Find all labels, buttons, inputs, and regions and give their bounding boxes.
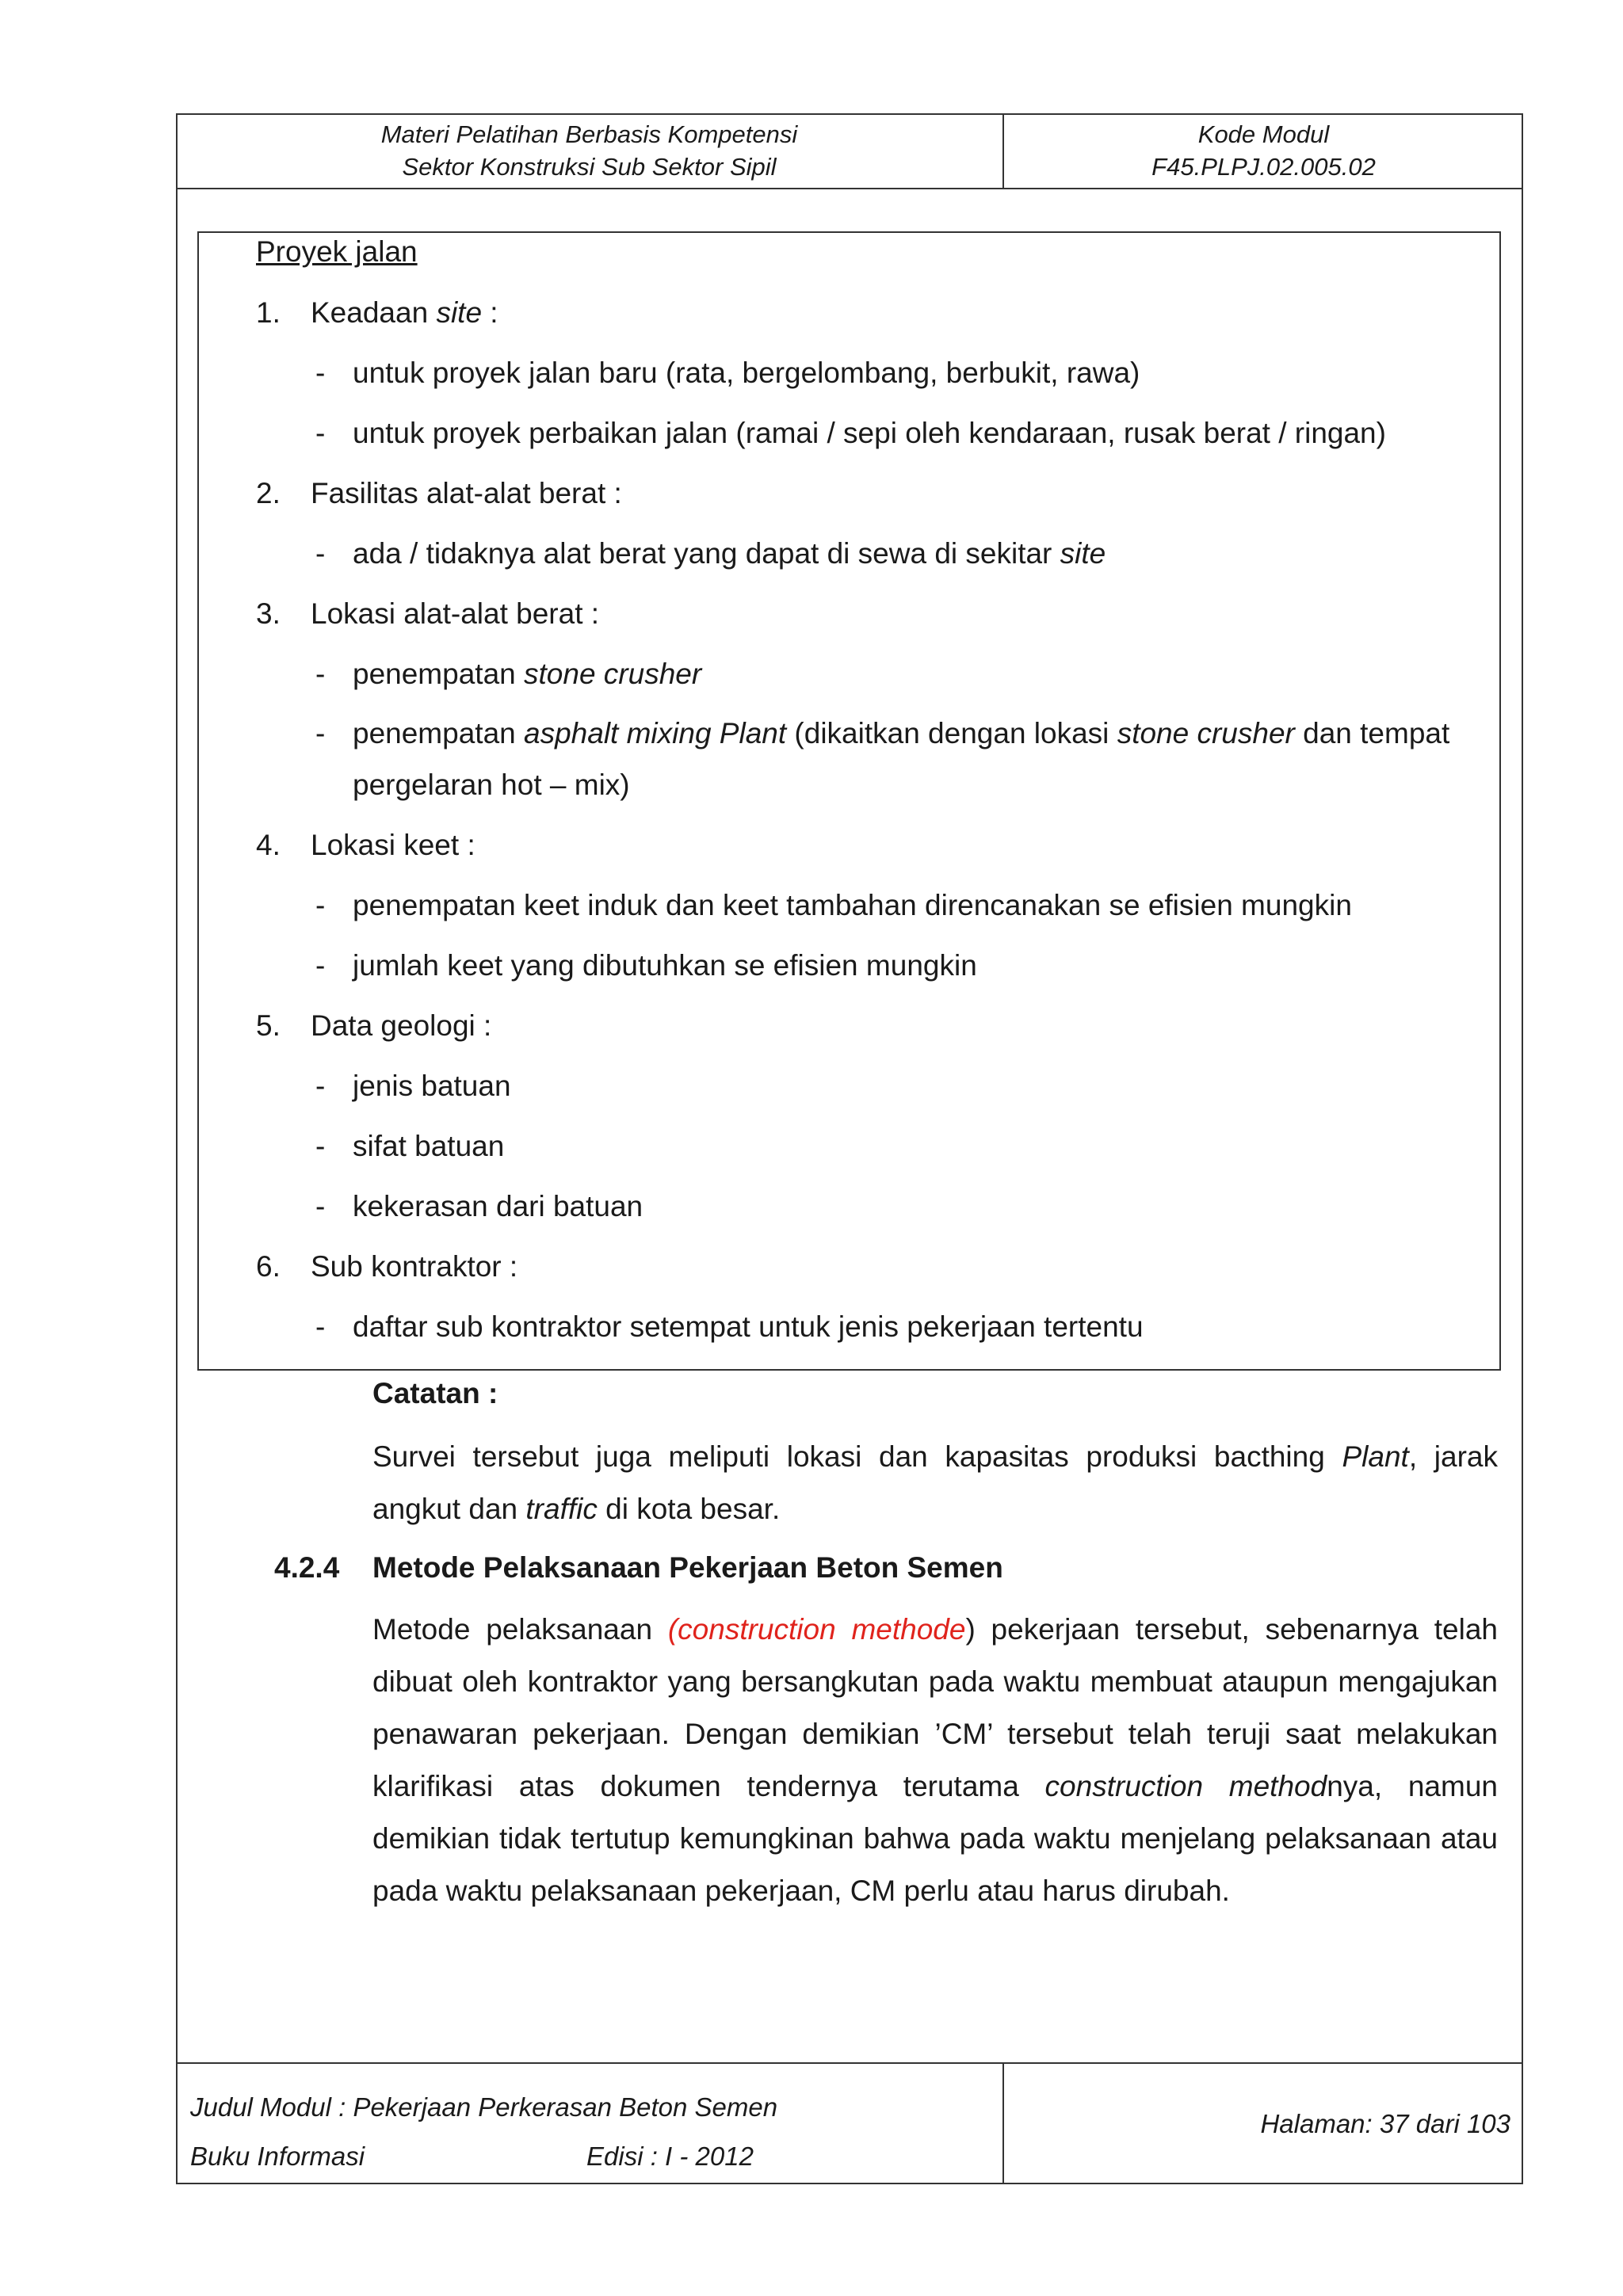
- sub-item: untuk proyek jalan baru (rata, bergelombang, berbukit, rawa): [353, 357, 1140, 389]
- label-text: Keadaan: [311, 296, 437, 329]
- page-number: Halaman: 37 dari 103: [1260, 2109, 1510, 2138]
- dash-bullet: -: [315, 949, 326, 982]
- list-number: 4.: [256, 829, 281, 861]
- header-title-line2: Sektor Konstruksi Sub Sektor Sipil: [402, 153, 777, 181]
- header-title-line1: Materi Pelatihan Berbasis Kompetensi: [380, 120, 798, 148]
- footer-edition: Edisi : I - 2012: [586, 2142, 754, 2171]
- module-code-label: Kode Modul: [1197, 120, 1330, 148]
- footer-module-title: Judul Modul : Pekerjaan Perkerasan Beton Semen: [190, 2092, 778, 2122]
- dash-bullet: -: [315, 1130, 326, 1162]
- dash-bullet: -: [315, 417, 326, 449]
- label-italic: site: [436, 296, 483, 329]
- note-italic: traffic: [525, 1493, 598, 1525]
- sub-item: sifat batuan: [353, 1130, 505, 1162]
- sub-text: penempatan: [353, 717, 525, 749]
- sub-text: penempatan: [353, 658, 525, 690]
- footer-left: [176, 2064, 1004, 2184]
- para-text: Metode pelaksanaan: [372, 1613, 668, 1646]
- section-number: 4.2.4: [274, 1551, 340, 1584]
- sub-item: jenis batuan: [353, 1070, 511, 1102]
- list-item-label: Lokasi keet :: [311, 829, 475, 861]
- para-italic: construction method: [1044, 1770, 1327, 1802]
- sub-text: dan tempat: [1294, 717, 1450, 749]
- dash-bullet: -: [315, 717, 326, 749]
- sub-text: (dikaitkan dengan lokasi: [786, 717, 1117, 749]
- note-text: Survei tersebut juga meliputi lokasi dan kapasitas produksi bacthing: [372, 1440, 1342, 1473]
- list-item-label: Lokasi alat-alat berat :: [311, 597, 600, 630]
- section-paragraph: [372, 1604, 1498, 1917]
- dash-bullet: -: [315, 537, 326, 570]
- dash-bullet: -: [315, 658, 326, 690]
- sub-item: daftar sub kontraktor setempat untuk jenis pekerjaan tertentu: [353, 1310, 1144, 1343]
- dash-bullet: -: [315, 889, 326, 921]
- note-heading: Catatan :: [372, 1377, 498, 1409]
- sub-text: ada / tidaknya alat berat yang dapat di sewa di sekitar: [353, 537, 1060, 570]
- module-code-value: F45.PLPJ.02.005.02: [1151, 153, 1376, 181]
- list-item-label: [311, 296, 498, 330]
- footer-right: [1004, 2064, 1523, 2184]
- sub-italic: stone crusher: [1117, 717, 1295, 749]
- label-text: :: [482, 296, 498, 329]
- dash-bullet: -: [315, 1070, 326, 1102]
- sub-item: [353, 716, 1449, 751]
- sub-italic: stone crusher: [524, 658, 702, 690]
- list-number: 1.: [256, 296, 281, 329]
- sub-italic: site: [1060, 537, 1106, 570]
- sub-item: jumlah keet yang dibutuhkan se efisien mungkin: [353, 949, 977, 982]
- section-title: Metode Pelaksanaan Pekerjaan Beton Semen: [372, 1551, 1003, 1584]
- note-paragraph: [372, 1431, 1498, 1535]
- list-number: 3.: [256, 597, 281, 630]
- note-text: di kota besar.: [597, 1493, 781, 1525]
- sub-item: [353, 657, 701, 692]
- note-italic: Plant: [1342, 1440, 1409, 1473]
- sub-item: penempatan keet induk dan keet tambahan direncanakan se efisien mungkin: [353, 889, 1352, 921]
- para-red-italic: (construction methode: [667, 1613, 966, 1646]
- box-title: Proyek jalan: [256, 235, 418, 268]
- list-item-label: Fasilitas alat-alat berat :: [311, 477, 622, 509]
- list-number: 6.: [256, 1250, 281, 1283]
- dash-bullet: -: [315, 357, 326, 389]
- dash-bullet: -: [315, 1310, 326, 1343]
- para-text: nya, namun demikian tidak tertutup kemungkinan bahwa pada waktu menjelang pelaksanaan atau pada waktu pelaksanaan pekerjaan, CM perlu atau harus dirubah.: [372, 1770, 1498, 1907]
- header-left: [176, 113, 1004, 188]
- note-text: , jarak angkut dan: [372, 1440, 1498, 1525]
- list-number: 5.: [256, 1009, 281, 1042]
- footer-book-type: Buku Informasi: [190, 2142, 365, 2171]
- sub-item: kekerasan dari batuan: [353, 1190, 643, 1222]
- sub-italic: asphalt mixing Plant: [524, 717, 787, 749]
- sub-item: untuk proyek perbaikan jalan (ramai / sepi oleh kendaraan, rusak berat / ringan): [353, 417, 1386, 449]
- page-header: [176, 113, 1523, 189]
- sub-item: [353, 536, 1106, 571]
- page-footer: [176, 2062, 1523, 2184]
- dash-bullet: -: [315, 1190, 326, 1222]
- list-number: 2.: [256, 477, 281, 509]
- sub-item-continued: pergelaran hot – mix): [353, 769, 630, 801]
- para-text: ) pekerjaan tersebut, sebenarnya telah dibuat oleh kontraktor yang bersangkutan pada waktu membuat ataupun mengajukan penawaran pekerjaan. Dengan demikian ’CM’ tersebut telah teruji saat melakukan klarifikasi atas dokumen tendernya terutama: [372, 1613, 1498, 1802]
- list-item-label: Sub kontraktor :: [311, 1250, 518, 1283]
- header-right: [1004, 113, 1523, 188]
- list-item-label: Data geologi :: [311, 1009, 492, 1042]
